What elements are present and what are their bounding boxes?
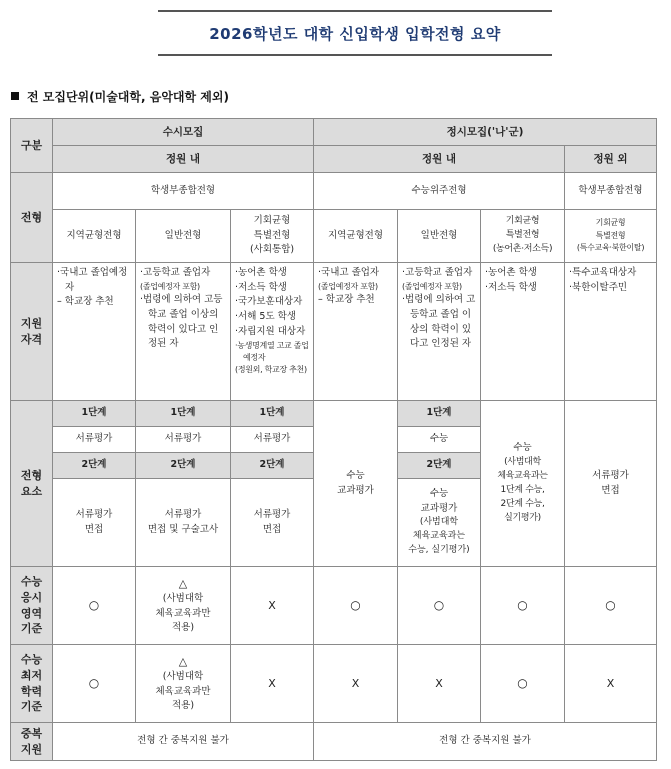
stage2-c2: 2단계 xyxy=(136,453,231,479)
qual-item: (정원외, 학교장 추천) xyxy=(235,365,307,375)
stage2-c1: 2단계 xyxy=(53,453,136,479)
element-c6 xyxy=(481,401,565,567)
row-head-choejeo: 수능 최저 학력 기준 xyxy=(11,645,53,723)
header-gubun: 구분 xyxy=(11,119,53,173)
eungsi-c3: X xyxy=(231,567,314,645)
qual-item: ·농생명계열 고교 졸업예정자 xyxy=(235,340,309,362)
qual-c2 xyxy=(136,263,231,401)
stage1-c2: 1단계 xyxy=(136,401,231,427)
stage2-eval-c2: 서류평가 면접 및 구술고사 xyxy=(136,479,231,567)
element-c6-note: (사범대학 체육교육과는 1단계 수능, 2단계 수능, 실기평가) xyxy=(497,457,548,523)
header-susi: 수시모집 xyxy=(53,119,314,146)
stage2-eval-c1: 서류평가 면접 xyxy=(53,479,136,567)
type-c6: 기회균형 특별전형 (농어촌·저소득) xyxy=(481,210,565,263)
stage2-eval-c3: 서류평가 면접 xyxy=(231,479,314,567)
eungsi-c2-note: (사범대학 체육교육과만 적용) xyxy=(155,592,211,634)
choejeo-c2-note: (사범대학 체육교육과만 적용) xyxy=(155,670,211,712)
element-c7: 서류평가 면접 xyxy=(565,401,657,567)
stage2-eval-c5-note: (사범대학 체육교육과는 수능, 실기평가) xyxy=(408,517,470,556)
qual-item: ·저소득 학생 xyxy=(235,281,287,293)
type-c4: 지역균형전형 xyxy=(314,210,398,263)
choejeo-c2-mark: △ xyxy=(178,654,188,668)
qual-item: (졸업예정자 포함) xyxy=(318,281,378,291)
choejeo-c1: ○ xyxy=(53,645,136,723)
stage1-doc-c3: 서류평가 xyxy=(231,427,314,453)
row-head-yoso: 전형 요소 xyxy=(11,401,53,567)
row-head-jiwon: 지원 자격 xyxy=(11,263,53,401)
admission-summary-table xyxy=(10,118,657,761)
stage1-doc-c1: 서류평가 xyxy=(53,427,136,453)
qual-item: ·국내고 졸업예정자 xyxy=(57,267,128,293)
eungsi-c5: ○ xyxy=(398,567,481,645)
type-c3: 기회균형 특별전형 (사회통합) xyxy=(231,210,314,263)
qual-c7 xyxy=(565,263,657,401)
qual-item: – 학교장 추천 xyxy=(318,294,375,306)
choejeo-c7: X xyxy=(565,645,657,723)
jungbok-jeongsi: 전형 간 중복지원 불가 xyxy=(314,723,657,761)
section-heading xyxy=(11,88,229,105)
eungsi-c4: ○ xyxy=(314,567,398,645)
qual-item: ·고등학교 졸업자 xyxy=(402,267,473,278)
type-c7: 기회균형 특별전형 (특수교육·북한이탈) xyxy=(565,210,657,263)
qual-item: ·농어촌 학생 xyxy=(235,267,287,278)
eungsi-c6: ○ xyxy=(481,567,565,645)
stage1-c3: 1단계 xyxy=(231,401,314,427)
type-c2: 일반전형 xyxy=(136,210,231,263)
document-title-box xyxy=(158,10,552,56)
qual-item: ·서해 5도 학생 xyxy=(235,311,297,323)
eungsi-c2-mark: △ xyxy=(178,576,188,590)
header-jeongsi-quota-in: 정원 내 xyxy=(314,146,565,173)
choejeo-c5: X xyxy=(398,645,481,723)
stage2-c3: 2단계 xyxy=(231,453,314,479)
qual-c4 xyxy=(314,263,398,401)
element-c6-main: 수능 xyxy=(513,442,532,454)
qual-item: (졸업예정자 포함) xyxy=(402,281,462,291)
stage1-doc-c2: 서류평가 xyxy=(136,427,231,453)
eungsi-c1: ○ xyxy=(53,567,136,645)
qual-c1 xyxy=(53,263,136,401)
qual-item: ·국가보훈대상자 xyxy=(235,296,303,308)
qual-item: ·법령에 의하여 고등학교 졸업 이상의 학력이 있다고 인정된 자 xyxy=(402,294,476,350)
qual-item: ·자립지원 대상자 xyxy=(235,325,306,337)
row-head-jeonhyeong: 전형 xyxy=(11,173,53,263)
group-suneung: 수능위주전형 xyxy=(314,173,565,210)
qual-item: ·농어촌 학생 xyxy=(485,267,537,278)
qual-item: ·고등학교 졸업자 xyxy=(140,267,211,278)
jungbok-susi: 전형 간 중복지원 불가 xyxy=(53,723,314,761)
choejeo-c4: X xyxy=(314,645,398,723)
type-c1: 지역균형전형 xyxy=(53,210,136,263)
eungsi-c2 xyxy=(136,567,231,645)
row-head-eungsi: 수능 응시 영역 기준 xyxy=(11,567,53,645)
stage2-eval-c5 xyxy=(398,479,481,567)
qual-c5 xyxy=(398,263,481,401)
stage1-c1: 1단계 xyxy=(53,401,136,427)
element-c4: 수능 교과평가 xyxy=(314,401,398,567)
qual-item: ·국내고 졸업자 xyxy=(318,267,380,278)
qual-item: ·저소득 학생 xyxy=(485,281,537,293)
choejeo-c6: ○ xyxy=(481,645,565,723)
header-susi-quota: 정원 내 xyxy=(53,146,314,173)
stage1-suneung-c5: 수능 xyxy=(398,427,481,453)
header-jeongsi-quota-out: 정원 외 xyxy=(565,146,657,173)
group-hakbu: 학생부종합전형 xyxy=(53,173,314,210)
square-bullet-icon xyxy=(11,92,19,100)
section-label: 전 모집단위(미술대학, 음악대학 제외) xyxy=(27,90,229,104)
row-head-jungbok: 중복 지원 xyxy=(11,723,53,761)
group-hakbu2: 학생부종합전형 xyxy=(565,173,657,210)
stage2-eval-c5-main: 수능 교과평가 xyxy=(420,487,458,514)
stage1-c5: 1단계 xyxy=(398,401,481,427)
qual-item: (졸업예정자 포함) xyxy=(140,281,200,291)
choejeo-c3: X xyxy=(231,645,314,723)
qual-c3 xyxy=(231,263,314,401)
qual-item: ·북한이탈주민 xyxy=(569,281,628,293)
eungsi-c7: ○ xyxy=(565,567,657,645)
choejeo-c2 xyxy=(136,645,231,723)
qual-c6 xyxy=(481,263,565,401)
header-jeongsi: 정시모집('나'군) xyxy=(314,119,657,146)
qual-item: – 학교장 추천 xyxy=(57,296,114,308)
type-c5: 일반전형 xyxy=(398,210,481,263)
document-title: 2026학년도 대학 신입학생 입학전형 요약 xyxy=(209,24,501,43)
qual-item: ·특수교육대상자 xyxy=(569,267,637,278)
qual-item: ·법령에 의하여 고등학교 졸업 이상의 학력이 있다고 인정된 자 xyxy=(140,294,223,350)
stage2-c5: 2단계 xyxy=(398,453,481,479)
